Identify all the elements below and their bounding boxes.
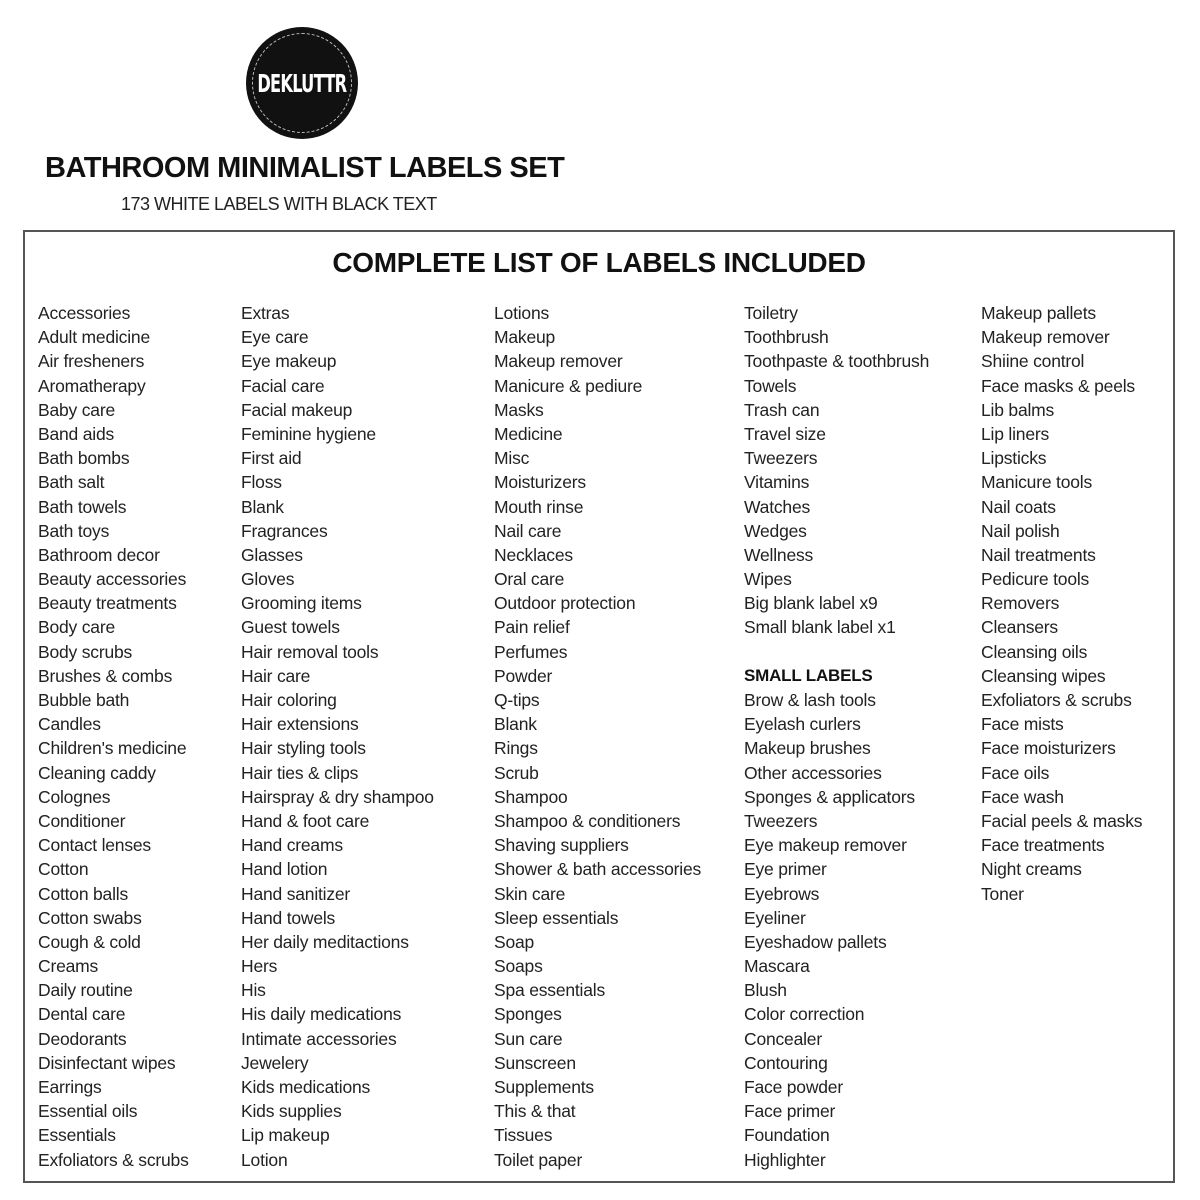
label-item: Spa essentials <box>494 980 606 1001</box>
label-item: Makeup brushes <box>744 738 871 759</box>
label-item: Cleaning caddy <box>38 762 156 783</box>
label-item: Perfumes <box>494 641 568 662</box>
label-item: Hers <box>241 956 278 977</box>
label-item: Daily routine <box>38 980 133 1001</box>
label-item: Brushes & combs <box>38 665 173 686</box>
label-item: Aromatherapy <box>38 375 146 396</box>
label-item: Toner <box>981 883 1024 904</box>
label-item: Sponges & applicators <box>744 786 915 807</box>
label-column-5 <box>981 301 1142 906</box>
label-item: Grooming items <box>241 593 362 614</box>
label-item: Contact lenses <box>38 835 151 856</box>
label-item: Her daily meditactions <box>241 931 409 952</box>
label-item: Feminine hygiene <box>241 423 376 444</box>
label-item: Glasses <box>241 544 303 565</box>
label-item: Wellness <box>744 544 814 565</box>
label-item: Blank <box>494 714 537 735</box>
label-item: Sun care <box>494 1028 563 1049</box>
label-item: Face primer <box>744 1101 836 1122</box>
label-item: Gloves <box>241 569 295 590</box>
label-item: Skin care <box>494 883 566 904</box>
label-item: Removers <box>981 593 1060 614</box>
label-item: Toilet paper <box>494 1149 583 1170</box>
label-item: Oral care <box>494 569 565 590</box>
label-column-2 <box>241 301 434 1172</box>
label-item: Exfoliators & scrubs <box>38 1149 189 1170</box>
label-item: Lipsticks <box>981 448 1047 469</box>
label-item: Wedges <box>744 520 807 541</box>
label-item: Nail coats <box>981 496 1056 517</box>
label-item: Rings <box>494 738 538 759</box>
label-item: Powder <box>494 665 553 686</box>
label-item: Deodorants <box>38 1028 127 1049</box>
label-item: Shaving suppliers <box>494 835 629 856</box>
label-item: Hand lotion <box>241 859 328 880</box>
label-column-1 <box>38 301 189 1172</box>
label-item: Facial peels & masks <box>981 810 1143 831</box>
label-item: Face treatments <box>981 835 1105 856</box>
label-item: Cleansers <box>981 617 1058 638</box>
label-item: Sunscreen <box>494 1052 576 1073</box>
label-item: Colognes <box>38 786 111 807</box>
label-item: His <box>241 980 266 1001</box>
label-item: Beauty treatments <box>38 593 177 614</box>
label-item: Eyeliner <box>744 907 806 928</box>
label-item: Moisturizers <box>494 472 586 493</box>
label-item: Floss <box>241 472 282 493</box>
label-item: Small blank label x1 <box>744 617 896 638</box>
section-heading: SMALL LABELS <box>744 665 873 685</box>
label-item: Trash can <box>744 399 820 420</box>
label-item: Watches <box>744 496 811 517</box>
label-item: Facial care <box>241 375 325 396</box>
label-item: His daily medications <box>241 1004 402 1025</box>
label-item: Cleansing wipes <box>981 665 1106 686</box>
label-item: Face wash <box>981 786 1064 807</box>
label-item: Misc <box>494 448 530 469</box>
label-item: Cotton swabs <box>38 907 142 928</box>
label-item: Eye care <box>241 327 309 348</box>
label-item: Big blank label x9 <box>744 593 878 614</box>
label-item: Shampoo <box>494 786 568 807</box>
label-item: Jewelery <box>241 1052 309 1073</box>
label-item: Lip liners <box>981 423 1050 444</box>
label-item: Eyebrows <box>744 883 820 904</box>
label-item: Concealer <box>744 1028 822 1049</box>
label-item: Contouring <box>744 1052 828 1073</box>
label-item: Kids medications <box>241 1077 371 1097</box>
label-item: Hand & foot care <box>241 810 370 831</box>
label-column-4 <box>744 301 929 1172</box>
label-item: Essential oils <box>38 1101 138 1122</box>
label-item: Mouth rinse <box>494 496 584 517</box>
label-item: Face moisturizers <box>981 738 1116 759</box>
label-item: Essentials <box>38 1125 116 1146</box>
label-item: Nail polish <box>981 520 1060 541</box>
label-item: Nail treatments <box>981 544 1096 565</box>
label-item: Foundation <box>744 1125 830 1146</box>
label-item: Masks <box>494 399 544 420</box>
label-item: Dental care <box>38 1004 126 1025</box>
dekluttr-logo <box>246 27 358 139</box>
page-title: BATHROOM MINIMALIST LABELS SET <box>45 152 565 184</box>
label-item: Outdoor protection <box>494 593 636 614</box>
label-item: Cotton balls <box>38 883 129 904</box>
label-item: Shiine control <box>981 351 1085 372</box>
label-item: Hand sanitizer <box>241 883 351 904</box>
label-item: Exfoliators & scrubs <box>981 690 1132 710</box>
label-item: Intimate accessories <box>241 1028 397 1049</box>
label-item: Hand towels <box>241 907 336 928</box>
page-subtitle: 173 WHITE LABELS WITH BLACK TEXT <box>121 194 437 214</box>
label-item: Medicine <box>494 423 563 444</box>
label-item: Necklaces <box>494 544 573 565</box>
label-item: Wipes <box>744 569 792 590</box>
label-item: Air fresheners <box>38 351 145 372</box>
spacer <box>744 640 929 664</box>
label-item: Kids supplies <box>241 1101 342 1122</box>
label-item: Children's medicine <box>38 738 187 759</box>
label-item: Body scrubs <box>38 641 133 662</box>
label-item: Cleansing oils <box>981 641 1088 662</box>
label-item: Conditioner <box>38 810 126 831</box>
label-item: Hair styling tools <box>241 738 366 759</box>
label-item: Adult medicine <box>38 327 150 348</box>
label-item: Beauty accessories <box>38 569 187 590</box>
label-item: Manicure tools <box>981 472 1093 493</box>
label-item: Vitamins <box>744 472 810 493</box>
label-item: Nail care <box>494 520 562 541</box>
label-item: Disinfectant wipes <box>38 1052 176 1073</box>
label-item: Blank <box>241 496 284 517</box>
label-item: Pain relief <box>494 617 570 638</box>
label-item: Shower & bath accessories <box>494 859 702 880</box>
label-item: Shampoo & conditioners <box>494 810 681 831</box>
label-item: First aid <box>241 448 302 469</box>
label-item: Cough & cold <box>38 931 141 952</box>
labels-list-box <box>23 230 1175 1183</box>
label-item: Facial makeup <box>241 399 353 420</box>
label-item: Mascara <box>744 956 810 977</box>
label-item: Accessories <box>38 303 131 323</box>
label-item: Makeup remover <box>981 327 1110 348</box>
label-item: Makeup <box>494 327 556 348</box>
label-item: Highlighter <box>744 1149 826 1170</box>
label-item: Bubble bath <box>38 690 130 710</box>
label-item: Eye primer <box>744 859 827 880</box>
label-item: Extras <box>241 303 290 323</box>
label-item: Sleep essentials <box>494 907 619 928</box>
label-item: Tweezers <box>744 810 818 831</box>
label-item: Cotton <box>38 859 89 880</box>
label-item: Lotion <box>241 1149 288 1170</box>
label-item: Candles <box>38 714 101 735</box>
label-item: Hair removal tools <box>241 641 379 662</box>
label-item: Scrub <box>494 762 539 783</box>
label-item: Brow & lash tools <box>744 690 876 710</box>
label-item: Lib balms <box>981 399 1055 420</box>
label-item: Bath towels <box>38 496 127 517</box>
label-item: Baby care <box>38 399 115 420</box>
label-item: Hair extensions <box>241 714 359 735</box>
label-item: Makeup remover <box>494 351 623 372</box>
label-item: Creams <box>38 956 99 977</box>
label-item: Face powder <box>744 1077 843 1097</box>
label-item: Sponges <box>494 1004 562 1025</box>
label-item: Hair ties & clips <box>241 762 359 783</box>
label-item: Toiletry <box>744 303 798 323</box>
label-item: Night creams <box>981 859 1082 880</box>
label-column-3 <box>494 301 701 1172</box>
label-item: Body care <box>38 617 115 638</box>
label-item: Tweezers <box>744 448 818 469</box>
label-item: Face masks & peels <box>981 375 1135 396</box>
label-item: Bath salt <box>38 472 105 493</box>
label-item: Bathroom decor <box>38 544 160 565</box>
label-item: Eyeshadow pallets <box>744 931 887 952</box>
label-item: Pedicure tools <box>981 569 1090 590</box>
label-item: This & that <box>494 1101 576 1122</box>
label-item: Earrings <box>38 1077 102 1097</box>
label-item: Band aids <box>38 423 115 444</box>
label-item: Color correction <box>744 1004 865 1025</box>
label-item: Soaps <box>494 956 543 977</box>
label-item: Hair coloring <box>241 690 337 710</box>
label-item: Toothpaste & toothbrush <box>744 351 930 372</box>
label-item: Other accessories <box>744 762 882 783</box>
label-item: Manicure & pediure <box>494 375 643 396</box>
label-item: Eye makeup <box>241 351 337 372</box>
label-item: Eye makeup remover <box>744 835 907 856</box>
label-item: Toothbrush <box>744 327 829 348</box>
label-item: Hand creams <box>241 835 343 856</box>
label-item: Tissues <box>494 1125 553 1146</box>
label-item: Guest towels <box>241 617 340 638</box>
logo-text: DEKLUTTR <box>257 68 347 98</box>
label-item: Bath bombs <box>38 448 130 469</box>
label-item: Hairspray & dry shampoo <box>241 786 434 807</box>
label-item: Blush <box>744 980 787 1001</box>
label-item: Bath toys <box>38 520 110 541</box>
label-item: Face mists <box>981 714 1064 735</box>
label-item: Hair care <box>241 665 311 686</box>
label-item: Lip makeup <box>241 1125 330 1146</box>
label-item: Fragrances <box>241 520 328 541</box>
label-item: Makeup pallets <box>981 303 1096 323</box>
label-item: Supplements <box>494 1077 594 1097</box>
label-item: Q-tips <box>494 690 540 710</box>
label-item: Eyelash curlers <box>744 714 861 735</box>
list-title: COMPLETE LIST OF LABELS INCLUDED <box>332 247 866 278</box>
label-item: Travel size <box>744 423 826 444</box>
label-item: Soap <box>494 931 535 952</box>
label-item: Lotions <box>494 303 550 323</box>
label-item: Face oils <box>981 762 1050 783</box>
label-item: Towels <box>744 375 797 396</box>
